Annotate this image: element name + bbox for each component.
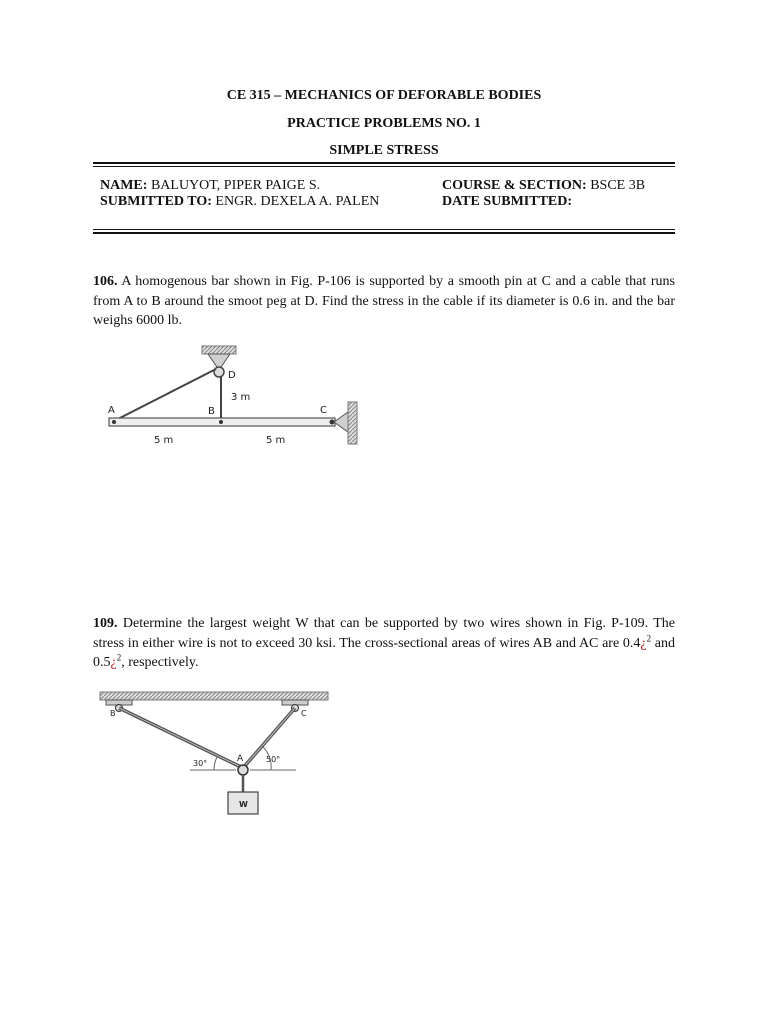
header-rule-top-thin [93, 166, 675, 167]
submitted-to-label: SUBMITTED TO: [100, 194, 212, 209]
pin-a [112, 420, 116, 424]
problem-109-body-3: , respectively. [121, 655, 199, 670]
label-w: W [239, 800, 248, 809]
label-b: B [110, 709, 116, 718]
unit-glyph-1: ¿ [640, 635, 647, 651]
wall-support [348, 402, 357, 444]
label-b: B [208, 406, 215, 417]
label-c: C [301, 709, 307, 718]
ceiling [100, 692, 328, 700]
dim-right: 5 m [266, 435, 286, 446]
cable-ad [112, 369, 216, 422]
angle-label-right: 50° [266, 755, 281, 764]
header-rule-top-thick [93, 162, 675, 164]
course-title: CE 315 – MECHANICS OF DEFORABLE BODIES [226, 88, 542, 103]
problem-106-number: 106. [93, 274, 118, 289]
label-c: C [320, 405, 327, 416]
date-submitted-label: DATE SUBMITTED: [442, 194, 573, 209]
wall-bracket [334, 412, 348, 432]
header-rule-bottom-thin [93, 229, 675, 230]
problem-109-text [93, 614, 675, 673]
course-section-value: BSCE 3B [590, 178, 646, 193]
date-submitted-line [442, 194, 572, 210]
problem-109-body-1: Determine the largest weight W that can be supported by two wires shown in Fig. P-109. The stress in either wire is not to exceed 30 ksi. The cross-sectional areas of wires AB and AC are 0.4 [93, 616, 676, 651]
problem-106-body: A homogenous bar shown in Fig. P-106 is supported by a smooth pin at C and a cable that runs from A to B around the smoot peg at D. Find the stress in the cable if its diameter is 0.6 in. and the bar weighs 6000 lb. [93, 274, 675, 328]
pin-b [219, 420, 223, 424]
angle-arc-left [214, 757, 217, 770]
ring-a [238, 765, 248, 775]
unit-glyph-2: ¿ [110, 655, 117, 670]
figure-p109 [96, 688, 336, 823]
course-section-line [442, 178, 645, 194]
label-d: D [228, 370, 236, 381]
name-value: BALUYOT, PIPER PAIGE S. [150, 178, 321, 193]
figure-p106 [100, 342, 370, 452]
label-a: A [108, 405, 115, 416]
superscript-1: 2 [646, 632, 652, 643]
superscript-2: 2 [116, 652, 122, 663]
ceiling-support [202, 346, 236, 354]
name-line [100, 178, 320, 194]
submitted-to-line [100, 194, 379, 210]
course-section-label: COURSE & SECTION: [442, 178, 587, 193]
problem-109-body-2: and 0.5 [93, 635, 676, 670]
topic-title: SIMPLE STRESS [329, 143, 439, 158]
problem-109-number: 109. [93, 616, 118, 631]
name-label: NAME: [100, 178, 148, 193]
dim-left: 5 m [154, 435, 174, 446]
dim-height: 3 m [231, 392, 251, 403]
problem-106-text [93, 272, 675, 331]
angle-label-left: 30° [193, 759, 208, 768]
label-a: A [237, 754, 244, 764]
problem-set-title: PRACTICE PROBLEMS NO. 1 [287, 116, 481, 131]
submitted-to-value: ENGR. DEXELA A. PALEN [215, 194, 380, 209]
wire-ab-core [119, 708, 243, 768]
header-rule-bottom-thick [93, 232, 675, 234]
